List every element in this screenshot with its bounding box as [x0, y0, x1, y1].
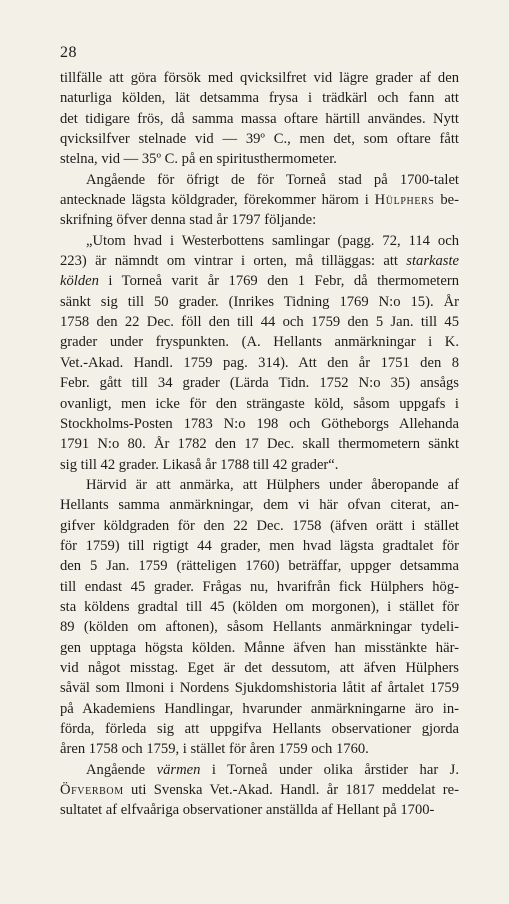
line-text: Angående för öfrigt de för Torneå stad på 1700-talet [86, 171, 459, 188]
body-text [60, 68, 459, 821]
line-text: vid något misstag. Eget är det dessutom, att äfven Hülphers [60, 659, 459, 676]
text-line [60, 68, 459, 88]
line-text: antecknade lägsta köldgrader, förekommer härom i [60, 192, 375, 209]
text-line [60, 455, 459, 475]
line-text: Angående [86, 761, 157, 778]
text-line [60, 739, 459, 759]
text-line [60, 88, 459, 108]
text-line [60, 353, 459, 373]
emphasized-text: värmen [156, 761, 201, 778]
line-text: stelna, vid — 35º C. på en spiritusthermometer. [60, 151, 337, 168]
text-line [60, 332, 459, 352]
emphasized-text: kölden [60, 273, 99, 290]
text-line [60, 231, 459, 251]
line-text: sultatet af elfvaåriga observationer anställda af Hellant på 1700- [60, 802, 435, 819]
line-text: tillfälle att göra försök med qvicksilfret vid lägre grader af den [60, 70, 459, 86]
text-line [60, 190, 459, 210]
line-text: Härvid är att anmärka, att Hülphers under åberopande af [86, 476, 459, 493]
line-text: 223) är nämndt om vintrar i orten, må tilläggas: att [60, 253, 407, 270]
line-text: qvicksilfver stelnade vid — 39º C., men det, som oftare fått [60, 131, 459, 148]
text-line [60, 597, 459, 617]
text-line [60, 251, 459, 271]
line-text: den 5 Jan. 1759 (rätteligen 1760) beträffar, uppger detsamma [60, 558, 459, 575]
line-text: till endast 45 grader. Frågas nu, hvarifrån fick Hülphers hög- [60, 578, 459, 595]
small-caps-name: Öfverbom [60, 782, 124, 799]
line-text: i Torneå varit år 1769 den 1 Febr, då thermometern [98, 273, 459, 290]
text-line [60, 638, 459, 658]
page-number: 28 [60, 44, 77, 61]
line-text: 1758 den 22 Dec. föll den till 44 och 1759 den 5 Jan. till 45 [60, 314, 459, 331]
text-line [60, 109, 459, 129]
emphasized-text: starkaste [406, 253, 459, 270]
text-line [60, 577, 459, 597]
text-line [60, 556, 459, 576]
text-line [60, 536, 459, 556]
line-text: „Utom hvad i Westerbottens samlingar (pagg. 72, 114 och [86, 232, 459, 249]
line-text: sänkt sig till 50 grader. (Inrikes Tidning 1769 N:o 15). År [60, 293, 459, 310]
text-line [60, 780, 459, 800]
line-text: be- [434, 192, 459, 209]
line-text: Febr. gått till 34 grader (Lärda Tidn. 1752 N:o 35) ansågs [60, 375, 459, 392]
line-text: Hellants samma anmärkningar, dem vi här ofvan citerat, an- [60, 497, 459, 514]
text-line [60, 800, 459, 820]
line-text: Stockholms-Posten 1783 N:o 198 och Götheborgs Allehanda [60, 415, 459, 432]
text-line [60, 373, 459, 393]
line-text: det tidigare frös, då samma massa oftare härtill användes. Nytt [60, 110, 459, 127]
line-text: sig till 42 grader. Likaså år 1788 till 42 grader“. [60, 456, 339, 473]
text-line [60, 149, 459, 169]
text-line [60, 699, 459, 719]
text-line [60, 516, 459, 536]
line-text: för 1759) till rigtigt 44 grader, men hvad lägsta gradtalet för [60, 537, 459, 554]
line-text: gifver köldgraden för den 22 Dec. 1758 (äfven orätt i stället [60, 517, 459, 534]
line-text: Vet.-Akad. Handl. 1759 pag. 314). Att den år 1751 den 8 [60, 354, 459, 371]
line-text: på Akademiens Handlingar, hvarunder anmärkningarne äro in- [60, 700, 459, 717]
line-text: 89 (kölden om aftonen), såsom Hellants anmärkningar tydeli- [60, 619, 459, 636]
text-line [60, 434, 459, 454]
small-caps-name: Hülphers [374, 192, 435, 209]
text-line [60, 617, 459, 637]
line-text: gen upptaga högsta kölden. Månne äfven han misstänkte här- [60, 639, 459, 656]
line-text: 1791 N:o 80. År 1782 den 17 Dec. skall thermometern sänkt [60, 436, 459, 453]
text-line [60, 760, 459, 780]
line-text: naturliga kölden, lät detsamma frysa i trädkärl och fann att [60, 90, 459, 107]
text-line [60, 495, 459, 515]
line-text: skrifning öfver denna stad år 1797 följande: [60, 212, 317, 229]
line-text: grader under fryspunkten. (A. Hellants anmärkningar i K. [60, 334, 459, 351]
line-text: ovanligt, men icke för den strängaste köld, såsom uppgafs i [60, 395, 459, 412]
text-line [60, 658, 459, 678]
line-text: i Torneå under olika årstider har J. [200, 761, 459, 778]
text-line [60, 170, 459, 190]
text-line [60, 678, 459, 698]
text-line [60, 129, 459, 149]
text-line [60, 292, 459, 312]
line-text: såväl som Ilmoni i Nordens Sjukdomshistoria låtit af årtalet 1759 [60, 680, 459, 697]
text-line [60, 475, 459, 495]
line-text: sta köldens gradtal till 45 (kölden om morgonen), i stället för [60, 598, 459, 615]
line-text: förda, förleda sig att uppgifva Hellants observationer gjorda [60, 721, 459, 737]
text-line [60, 394, 459, 414]
line-text: åren 1758 och 1759, i stället för åren 1759 och 1760. [60, 741, 369, 758]
text-line [60, 414, 459, 434]
text-line [60, 271, 459, 291]
line-text: uti Svenska Vet.-Akad. Handl. år 1817 meddelat re- [123, 782, 459, 799]
text-line [60, 719, 459, 739]
text-line [60, 210, 459, 230]
text-line [60, 312, 459, 332]
